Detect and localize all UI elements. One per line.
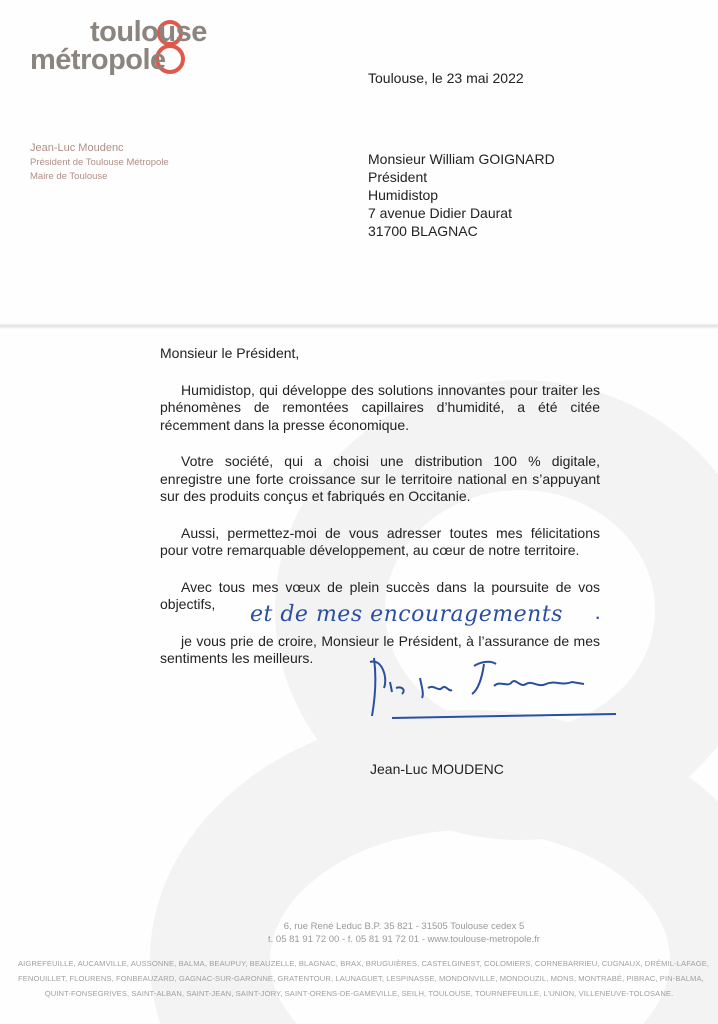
- recipient-role: Président: [368, 169, 428, 185]
- footer-address-block: [0, 920, 718, 946]
- footer-contact: t. 05 81 91 72 00 - f. 05 81 91 72 01 - www.toulouse-metropole.fr: [268, 934, 540, 945]
- paper-fold: [0, 323, 718, 329]
- toulouse-metropole-logo: [30, 16, 260, 76]
- paragraph-1: Humidistop, qui développe des solutions innovantes pour traiter les phénomènes de remontées capillaires d’humidité, a été citée récemment dans la presse économique.: [160, 381, 600, 433]
- logo-text-line1: toulouse: [90, 16, 207, 48]
- letter-date: Toulouse, le 23 mai 2022: [368, 70, 524, 86]
- sender-title-2: Maire de Toulouse: [30, 171, 108, 182]
- communes-line-3: QUINT-FONSEGRIVES, SAINT-ALBAN, SAINT-JEAN, SAINT-JORY, SAINT-ORENS-DE-GAMEVILLE, SEILH, TOULOUSE, TOURNEFEUILLE, L’UNION, VILLENEUVE-TOLOSANE.: [44, 989, 674, 998]
- handwritten-period: ·: [594, 604, 602, 629]
- sender-block: [30, 140, 169, 184]
- communes-line-2: FENOUILLET, FLOURENS, FONBEAUZARD, GAGNAC-SUR-GARONNE, GRATENTOUR, LAUNAGUET, LESPINASSE, MONDONVILLE, MONDOUZIL, MONS, MONTRABÉ, PIBRAC, PIN-BALMA,: [18, 974, 704, 983]
- recipient-city: 31700 BLAGNAC: [368, 223, 478, 239]
- handwritten-note: et de mes encouragements: [250, 602, 563, 627]
- paragraph-2: Votre société, qui a choisi une distribution 100 % digitale, enregistre une forte croissance sur le territoire national en s’appuyant sur des produits conçus et fabriqués en Occitanie.: [160, 453, 600, 504]
- footer-address: 6, rue René Leduc B.P. 35 821 - 31505 Toulouse cedex 5: [283, 921, 525, 932]
- paragraph-4: Avec tous mes vœux de plein succès dans la poursuite de vos objectifs,: [160, 578, 600, 612]
- recipient-name: Monsieur William GOIGNARD: [368, 151, 555, 167]
- paragraph-3: Aussi, permettez-moi de vous adresser toutes mes félicitations pour votre remarquable développement, au cœur de notre territoire.: [160, 524, 600, 558]
- closing: je vous prie de croire, Monsieur le Président, à l’assurance de mes sentiments les meilleurs.: [160, 632, 600, 666]
- sender-title-1: Président de Toulouse Métropole: [30, 157, 169, 168]
- logo-text-line2: métropole: [30, 44, 166, 76]
- salutation: Monsieur le Président,: [160, 345, 300, 361]
- recipient-company: Humidistop: [368, 187, 439, 203]
- communes-line-1: AIGREFEUILLE, AUCAMVILLE, AUSSONNE, BALMA, BEAUPUY, BEAUZELLE, BLAGNAC, BRAX, BRUGUIÈRES, CASTELGINEST, COLOMIERS, CORNEBARRIEU, CUGNAUX, DRÉMIL-LAFAGE,: [18, 959, 710, 968]
- signer-name: Jean-Luc MOUDENC: [370, 761, 504, 777]
- sender-name: Jean-Luc Moudenc: [30, 142, 124, 154]
- recipient-street: 7 avenue Didier Daurat: [368, 205, 512, 221]
- letter-body: [160, 345, 600, 687]
- footer-communes: [18, 956, 710, 1001]
- handwritten-signature: [362, 648, 622, 728]
- recipient-block: [368, 150, 555, 240]
